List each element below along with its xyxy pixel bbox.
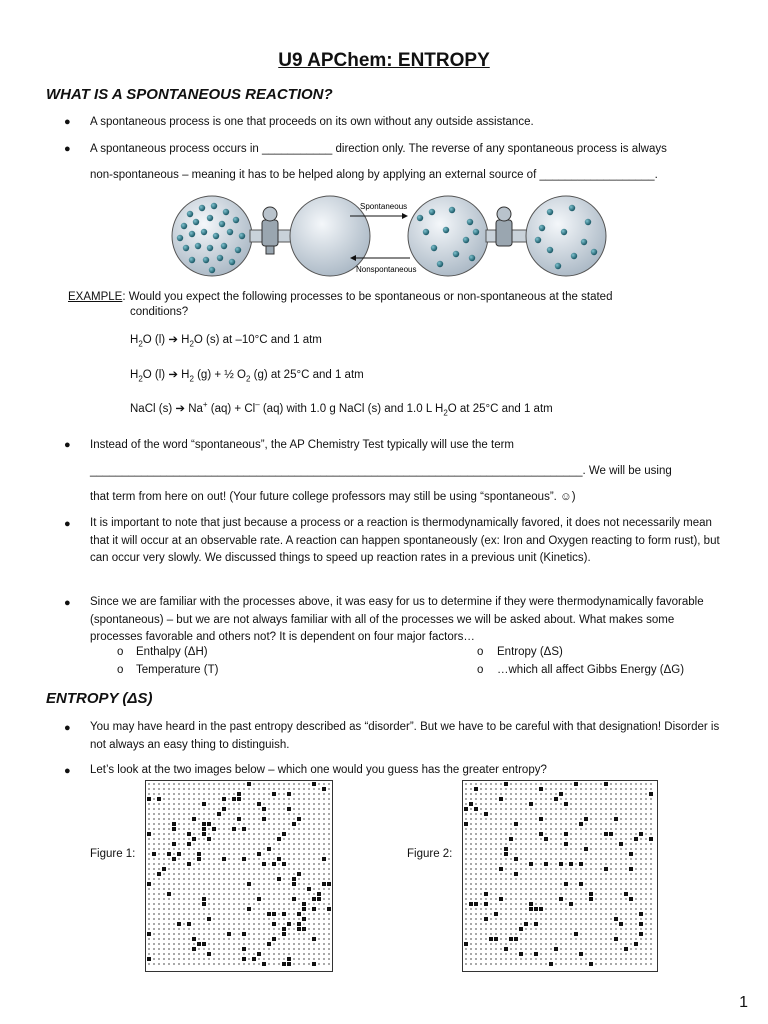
bullet-text-continued: _____________________________________________________________________________. We will be using xyxy=(90,465,672,477)
nonspontaneous-label: Nonspontaneous xyxy=(356,265,417,274)
equation-3-conditions: (aq) with 1.0 g NaCl (s) and 1.0 L H xyxy=(259,403,444,415)
equation-3-conditions-end: O at 25°C and 1 atm xyxy=(447,403,553,415)
bullet-text-continued: that term from here on out! (Your future college professors may still be using “spontaneous”. ☺) xyxy=(90,491,576,503)
factor-marker: o xyxy=(477,664,484,676)
factor-marker: o xyxy=(117,646,124,658)
figure-2-label: Figure 2: xyxy=(407,848,453,860)
example-text-continued: conditions? xyxy=(130,306,189,318)
section-heading-entropy: ENTROPY (ΔS) xyxy=(46,690,153,707)
bullet-marker: ● xyxy=(64,765,71,777)
factor-marker: o xyxy=(117,664,124,676)
bullet-text: Since we are familiar with the processes above, it was easy for us to determine if they were thermodynamically favorable (spontaneous) – but we are not always familiar with all of the processes we will be asked about. What makes some processes favorable and others not? It is dependent on four major factors… xyxy=(90,596,704,643)
factor-entropy: Entropy (ΔS) xyxy=(497,646,563,658)
bullet-text: A spontaneous process is one that proceeds on its own without any outside assistance. xyxy=(90,116,534,128)
spontaneous-label: Spontaneous xyxy=(360,202,408,211)
bullet-text: A spontaneous process occurs in ___________ direction only. The reverse of any spontaneous process is always xyxy=(90,143,667,155)
equation-2: $H_2O$ (l) ➔ $H_2$ (g) + ½ $O_2$ (g) at 25°C and 1 atm xyxy=(130,369,364,384)
page-number: 1 xyxy=(739,994,748,1011)
factor-enthalpy: Enthalpy (ΔH) xyxy=(136,646,208,658)
factor-temperature: Temperature (T) xyxy=(136,664,219,676)
example-label: EXAMPLE xyxy=(68,291,123,303)
bullet-text: Instead of the word “spontaneous”, the AP Chemistry Test typically will use the term xyxy=(90,439,515,451)
figure-2-grid xyxy=(462,780,658,972)
bullet-marker: ● xyxy=(64,143,71,155)
example-text: : Would you expect the following processes to be spontaneous or non-spontaneous at the stated xyxy=(122,291,613,303)
figure-1-label: Figure 1: xyxy=(90,848,136,860)
left-apparatus xyxy=(172,196,370,276)
equation-2-conditions: (g) at 25°C and 1 atm xyxy=(250,369,364,381)
bullet-marker: ● xyxy=(64,439,71,451)
equation-1-conditions: (s) at –10°C and 1 atm xyxy=(202,334,322,346)
bullet-text: Let’s look at the two images below – which one would you guess has the greater entropy? xyxy=(90,764,547,776)
factor-gibbs: …which all affect Gibbs Energy (ΔG) xyxy=(497,664,685,676)
figure-1-grid xyxy=(145,780,333,972)
bullet-marker: ● xyxy=(64,116,71,128)
section-heading-spontaneous: WHAT IS A SPONTANEOUS REACTION? xyxy=(46,86,333,103)
bullet-text: It is important to note that just because a process or a reaction is thermodynamically favored, it does not necessarily mean that it will occur at an observable rate. A reaction can happen spontaneously (ex: Iron and Oxygen reacting to form rust), but can occur very slowly. We discussed things to speed up reaction rates in a previous unit (Kinetics). xyxy=(90,517,720,564)
bullet-marker: ● xyxy=(64,597,71,609)
bullet-marker: ● xyxy=(64,722,71,734)
bullet-text: You may have heard in the past entropy described as “disorder”. But we have to be careful with that designation! Disorder is not always an easy thing to distinguish. xyxy=(90,721,720,751)
factor-marker: o xyxy=(477,646,484,658)
equation-3: NaCl (s) ➔ Na+ (aq) + Cl– (aq) with 1.0 g NaCl (s) and 1.0 L $H_2O$ at 25°C and 1 atm xyxy=(130,400,553,418)
bullet-text-continued: non-spontaneous – meaning it has to be helped along by applying an external source of __________________. xyxy=(90,169,658,181)
bullet-marker: ● xyxy=(64,518,71,530)
right-apparatus xyxy=(408,196,606,276)
example-prompt xyxy=(68,289,728,306)
gas-expansion-figure xyxy=(170,192,610,282)
page-title: U9 APChem: ENTROPY xyxy=(278,50,490,71)
equation-1: $H_2O$ (l) ➔ $H_2O$ (s) at –10°C and 1 atm xyxy=(130,334,322,349)
